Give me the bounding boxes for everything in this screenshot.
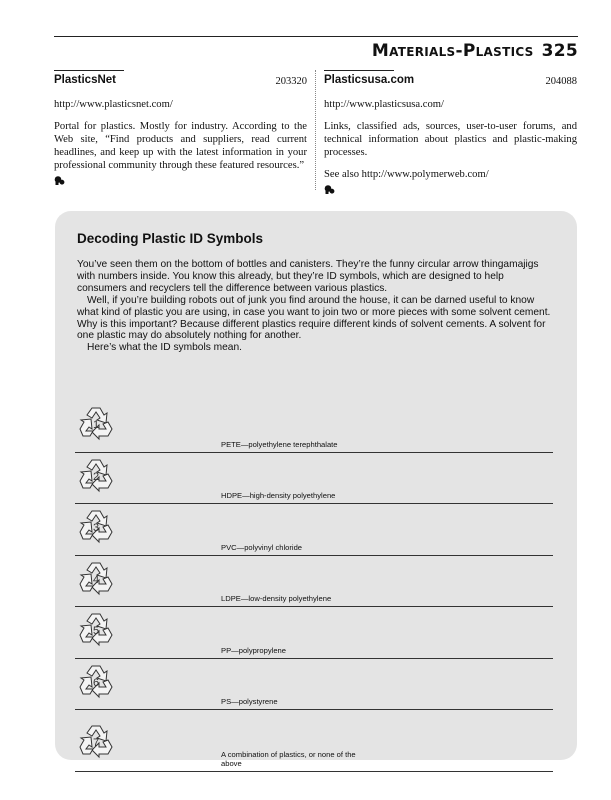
entry-see-also[interactable]: See also http://www.polymerweb.com/: [324, 169, 489, 180]
entry-id: 204088: [545, 76, 577, 87]
sidebar-paragraph: Here’s what the ID symbols mean.: [87, 342, 242, 354]
header-title: [372, 41, 578, 61]
symbol-number: 2: [92, 470, 100, 483]
recycle-icon: [78, 721, 114, 759]
recycle-icon: [78, 403, 114, 441]
symbol-label: LDPE—low-density polyethylene: [221, 594, 332, 603]
entry-name: PlasticsNet: [54, 74, 117, 86]
symbol-label: PS—polystyrene: [221, 697, 278, 706]
symbol-row: [75, 505, 553, 557]
page-number: 325: [541, 41, 578, 61]
sidebar-paragraph: You’ve seen them on the bottom of bottles and canisters. They’re the funny circular arrow thingamajigs with numbers inside. You know this already, but they’re ID symbols, which are designed to help consumers and recyclers tell the difference between various plastics.: [77, 259, 539, 294]
column-divider: [315, 70, 317, 190]
symbol-label: PVC—polyvinyl chloride: [221, 542, 303, 552]
symbol-row: [75, 557, 553, 609]
recycle-icon: [78, 455, 114, 493]
symbol-label: A combination of plastics, or none of the above: [221, 750, 356, 768]
symbol-number: 4: [92, 573, 100, 586]
symbol-number: 5: [92, 625, 100, 637]
symbol-number: 1: [92, 419, 100, 431]
recycle-icon: [78, 506, 114, 544]
recycle-icon: [78, 661, 114, 699]
symbol-list: [75, 402, 553, 773]
entry-url[interactable]: http://www.plasticsnet.com/: [54, 99, 173, 110]
recycle-icon: [78, 558, 114, 596]
symbol-label: PP—polypropylene: [221, 645, 287, 655]
entry-url[interactable]: http://www.plasticsusa.com/: [324, 99, 444, 110]
sidebar-title: Decoding Plastic ID Symbols: [77, 231, 264, 246]
entry-description: Links, classified ads, sources, user-to-user forums, and technical information about plastics and plastic-making processes.: [324, 121, 577, 158]
entry-description: Portal for plastics. Mostly for industry. According to the Web site, “Find products and suppliers, read current headlines, and keep up with the latest information in your professional community through these featured resources.”: [54, 121, 307, 171]
symbol-row: [75, 660, 553, 712]
sidebar-body: [77, 259, 555, 354]
section-title: Materials-Plastics: [371, 41, 534, 61]
entry-plasticsnet: [54, 70, 307, 186]
speech-bubble-icon: [324, 184, 335, 195]
entry-plasticsusa: [324, 70, 577, 195]
running-header: [54, 36, 578, 65]
entry-heading: [324, 70, 577, 86]
symbol-number: 3: [92, 522, 100, 534]
entry-name: Plasticsusa.com: [324, 74, 415, 86]
symbol-row: [75, 402, 553, 454]
symbol-label: HDPE—high-density polyethylene: [221, 491, 336, 500]
speech-bubble-icon: [54, 175, 65, 186]
entry-heading: [54, 70, 307, 86]
recycle-icon: [78, 609, 114, 647]
sidebar-paragraph: Well, if you’re building robots out of junk you find around the house, it can be darned useful to know what kind of plastic you are using, in case you want to join two or more pieces with some solvent cement. Why is this important? Because different plastics require different kinds of solvent cements. A solvent for one plastic may do absolutely nothing for another.: [77, 294, 551, 342]
symbol-number: 6: [92, 676, 100, 689]
plastic-id-sidebar: [55, 211, 577, 768]
symbol-row: [75, 711, 553, 773]
symbol-row: [75, 454, 553, 506]
symbol-label: PETE—polyethylene terephthalate: [221, 439, 338, 449]
entry-id: 203320: [275, 76, 307, 87]
symbol-number: 7: [92, 737, 100, 749]
symbol-row: [75, 608, 553, 660]
